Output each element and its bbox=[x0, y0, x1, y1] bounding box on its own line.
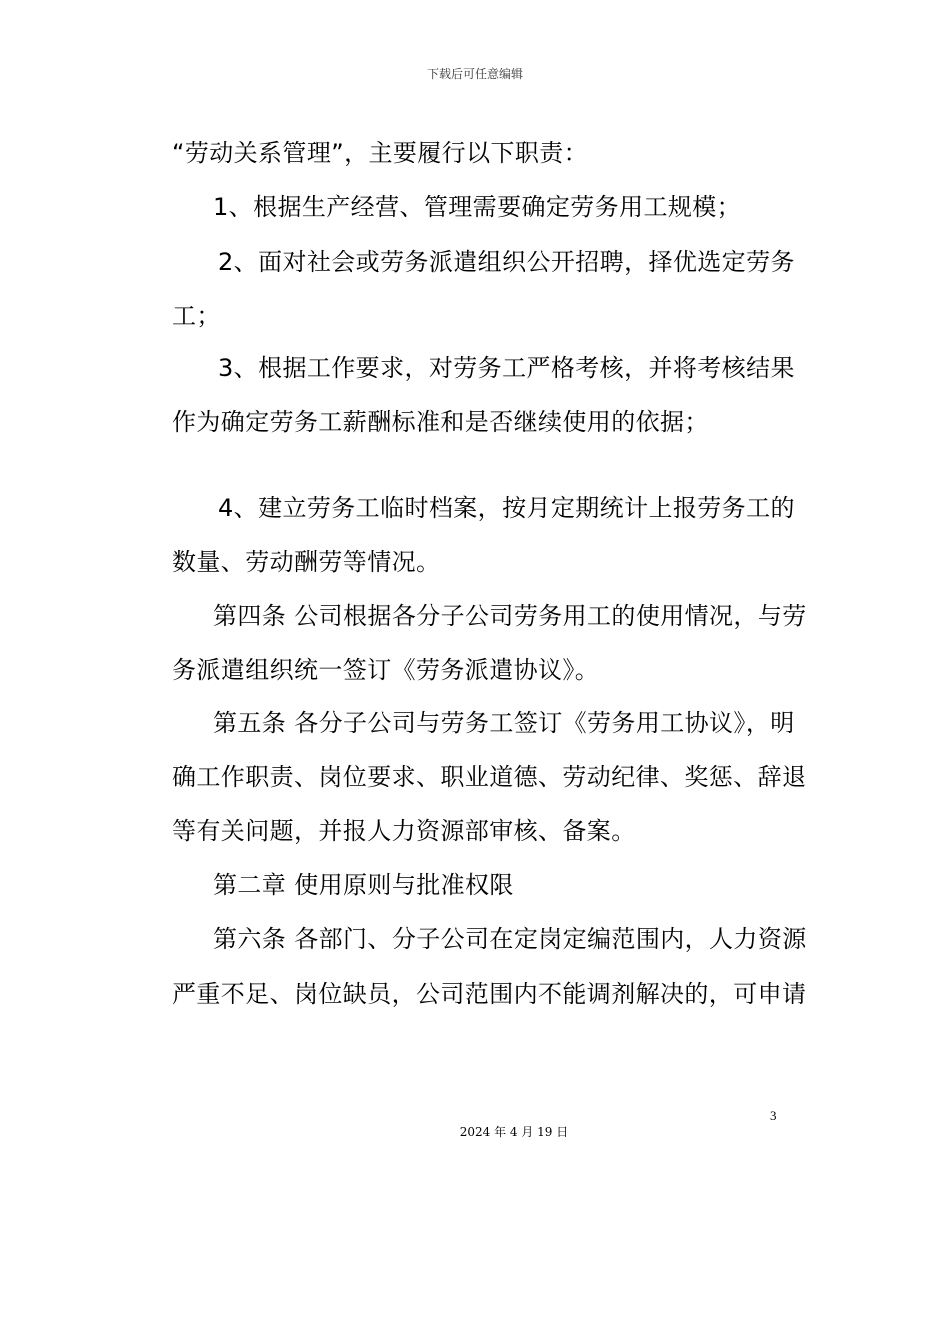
chapter-heading: 第二章 使用原则与批准权限 bbox=[213, 871, 514, 899]
text-line: 第四条 公司根据各分子公司劳务用工的使用情况，与劳 bbox=[213, 602, 807, 630]
page-number: 3 bbox=[770, 1108, 777, 1123]
text-line: 严重不足、岗位缺员，公司范围内不能调剂解决的，可申请 bbox=[172, 980, 807, 1008]
text-line: 1、根据生产经营、管理需要确定劳务用工规模； bbox=[213, 193, 742, 221]
text-line: 等有关问题，并报人力资源部审核、备案。 bbox=[172, 817, 636, 845]
text-line: 第六条 各部门、分子公司在定岗定编范围内，人力资源 bbox=[213, 925, 807, 953]
text-line: 2、面对社会或劳务派遣组织公开招聘，择优选定劳务 bbox=[218, 248, 795, 276]
text-line: 务派遣组织统一签订《劳务派遣协议》。 bbox=[172, 656, 600, 684]
text-line: 3、根据工作要求，对劳务工严格考核，并将考核结果 bbox=[218, 354, 795, 382]
text-line: 作为确定劳务工薪酬标准和是否继续使用的依据； bbox=[172, 408, 709, 436]
text-line: 4、建立劳务工临时档案，按月定期统计上报劳务工的 bbox=[218, 494, 795, 522]
page-header: 下载后可任意编辑 bbox=[426, 67, 523, 81]
text-line: 确工作职责、岗位要求、职业道德、劳动纪律、奖惩、辞退 bbox=[172, 763, 807, 791]
text-line: 第五条 各分子公司与劳务工签订《劳务用工协议》，明 bbox=[213, 709, 795, 737]
text-line: “劳动关系管理”，主要履行以下职责： bbox=[172, 139, 589, 167]
text-line: 数量、劳动酬劳等情况。 bbox=[172, 548, 441, 576]
footer-date: 2024 年 4 月 19 日 bbox=[459, 1125, 569, 1139]
text-line: 工； bbox=[172, 302, 221, 330]
